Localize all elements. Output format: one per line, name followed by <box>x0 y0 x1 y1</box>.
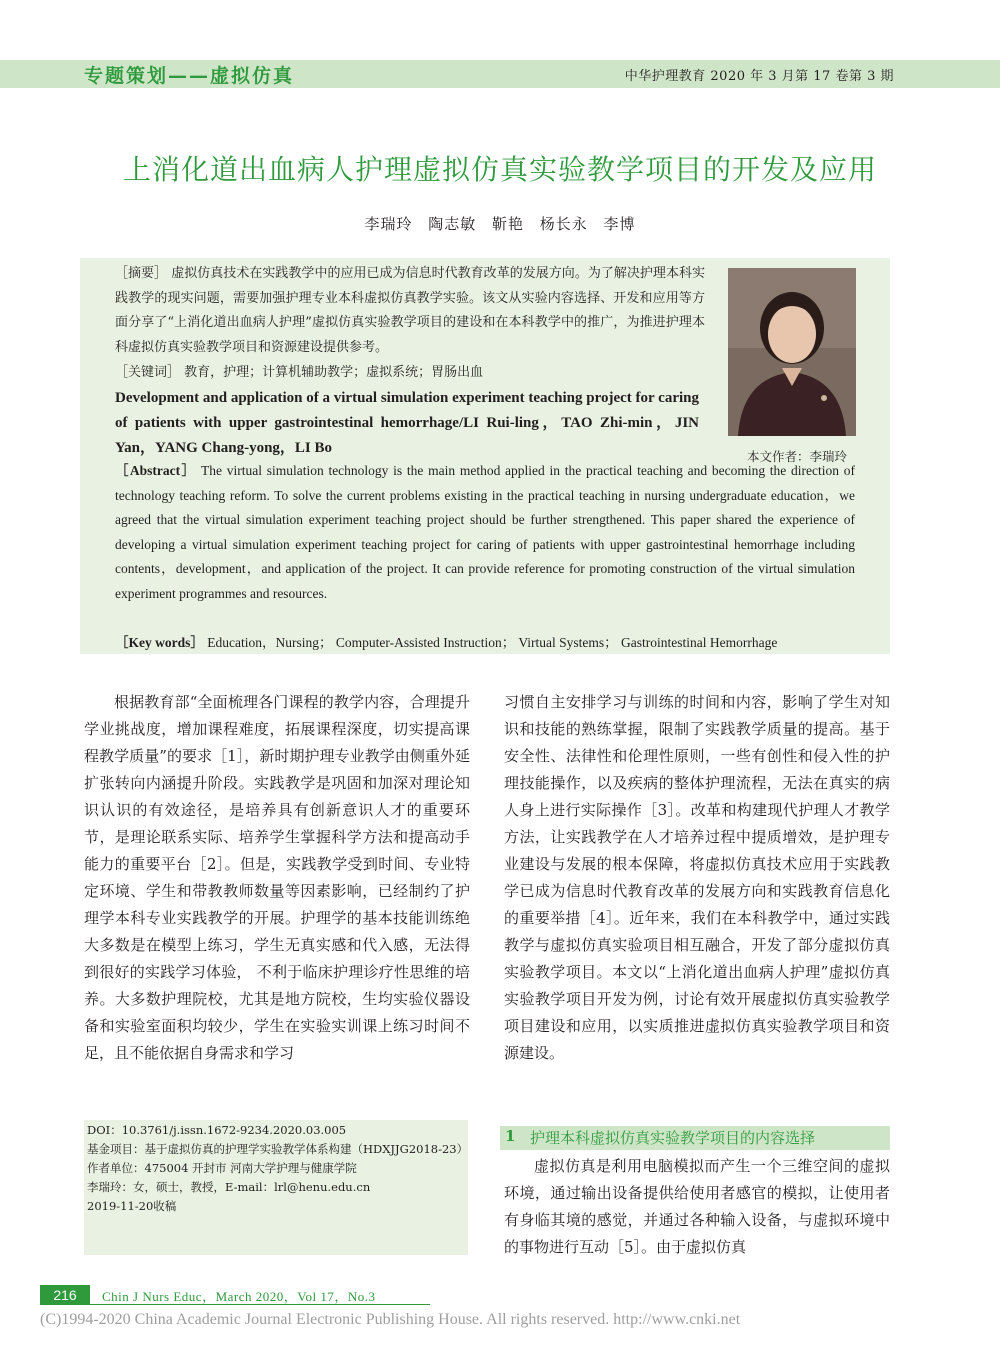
section-number: 1 <box>505 1127 516 1145</box>
keywords-label: ［Key words］ <box>115 635 204 650</box>
footnote-received: 2019-11-20收稿 <box>87 1199 177 1213</box>
author-photo <box>728 268 856 436</box>
body-column-left: 根据教育部“全面梳理各门课程的教学内容，合理提升学业挑战度，增加课程难度，拓展课程深度，切实提高课程教学质量”的要求［1］，新时期护理专业教学由侧重外延扩张转向内涵提升阶段。实践教学是巩固和加深对理论知识认识的有效途径，是培养具有创新意识人才的重要环节，是理论联系实际、培养学生掌握科学方法和提高动手能力的重要平台［2］。但是，实践教学受到时间、专业特定环境、学生和带教教师数量等因素影响，已经制约了护理学本科专业实践教学的开展。护理学的基本技能训练绝大多数是在模型上练习，学生无真实感和代入感，无法得到很好的实践学习体验， 不利于临床护理诊疗性思维的培养。大多数护理院校，尤其是地方院校，生均实验仪器设备和实验室面积均较少，学生在实验实训课上练习时间不足，且不能依据自身需求和学习 <box>84 693 470 1062</box>
copyright-line: (C)1994-2020 China Academic Journal Electronic Publishing House. All rights reserved. http://www.cnki.net <box>40 1311 741 1328</box>
footnote-fund: 基金项目：基于虚拟仿真的护理学实验教学体系构建（HDXJJG2018-23） <box>87 1142 469 1156</box>
footnote-doi: DOI：10.3761/j.issn.1672-9234.2020.03.005 <box>87 1123 347 1137</box>
abstract-cn: ［摘要］ 虚拟仿真技术在实践教学中的应用已成为信息时代教育改革的发展方向。为了解决护理本科实践教学的现实问题，需要加强护理专业本科虚拟仿真教学实验。该文从实验内容选择、开发和应用等方面分享了“上消化道出血病人护理”虚拟仿真实验教学项目的建设和在本科教学中的推广，为推进护理本科虚拟仿真实验教学项目和资源建设提供参考。 <box>115 266 705 355</box>
column-title: 专题策划——虚拟仿真 <box>84 65 295 87</box>
photo-caption: 本文作者：李瑞玲 <box>746 449 847 464</box>
portrait-image <box>728 268 856 436</box>
footnote-affiliation: 作者单位：475004 开封市 河南大学护理与健康学院 <box>87 1161 357 1175</box>
page-number: 216 <box>40 1285 90 1305</box>
article-authors: 李瑞玲 陶志敏 靳艳 杨长永 李博 <box>364 215 636 233</box>
footnote <box>87 1121 469 1216</box>
body-column-right: 习惯自主安排学习与训练的时间和内容，影响了学生对知识和技能的熟练掌握，限制了实践教学质量的提高。基于安全性、法律性和伦理性原则，一些有创性和侵入性的护理技能操作，以及疾病的整体护理流程，无法在真实的病人身上进行实际操作［3］。改革和构建现代护理人才教学方法，让实践教学在人才培养过程中提质增效，是护理专业建设与发展的根本保障，将虚拟仿真技术应用于实践教学已成为信息时代教育改革的发展方向和实践教育信息化的重要举措［4］。近年来，我们在本科教学中，通过实践教学与虚拟仿真实验项目相互融合，开发了部分虚拟仿真实验教学项目。本文以“上消化道出血病人护理”虚拟仿真实验教学项目开发为例，讨论有效开展虚拟仿真实验教学项目建设和应用，以实质推进虚拟仿真实验教学项目和资源建设。 <box>504 693 890 1062</box>
english-keywords <box>115 631 855 655</box>
section-title: 护理本科虚拟仿真实验教学项目的内容选择 <box>530 1129 816 1147</box>
section-body: 虚拟仿真是利用电脑模拟而产生一个三维空间的虚拟环境，通过输出设备提供给使用者感官的模拟，让使用者有身临其境的感觉，并通过各种输入设备，与虚拟环境中的事物进行互动［5］。由于虚拟仿真 <box>504 1157 890 1256</box>
abstract-text: The virtual simulation technology is the main method applied in the practical teaching and becoming the direction of technology teaching reform. To solve the current problems existing in the practical teaching in nursing undergraduate education，we agreed that the virtual simulation experiment teaching project should be further strengthened. This paper shared the experience of developing a virtual simulation experiment teaching project for caring of patients with upper gastrointestinal hemorrhage including contents，development，and application of the project. It can provide reference for promoting construction of the virtual simulation experiment programmes and resources. <box>115 463 855 601</box>
english-abstract <box>115 459 855 607</box>
footnote-author-info: 李瑞玲：女，硕士，教授，E-mail：lrl@henu.edu.cn <box>87 1180 371 1194</box>
keywords-cn: ［关键词］ 教育，护理；计算机辅助教学；虚拟系统；胃肠出血 <box>115 365 484 380</box>
footer-rule <box>40 1304 430 1305</box>
keywords-text: Education，Nursing； Computer-Assisted Instruction； Virtual Systems； Gastrointestinal Hemorrhage <box>203 635 778 650</box>
footer-journal: Chin J Nurs Educ，March 2020，Vol 17，No.3 <box>102 1289 376 1304</box>
journal-issue: 中华护理教育 2020 年 3 月第 17 卷第 3 期 <box>624 69 894 84</box>
english-title: Development and application of a virtual simulation experiment teaching project for caring of patients with upper gastrointestinal hemorrhage/LI Rui-ling，TAO Zhi-min，JIN Yan，YANG Chang-yong，LI Bo <box>115 390 699 456</box>
abstract-label: ［Abstract］ <box>115 463 197 478</box>
article-title: 上消化道出血病人护理虚拟仿真实验教学项目的开发及应用 <box>122 153 877 186</box>
